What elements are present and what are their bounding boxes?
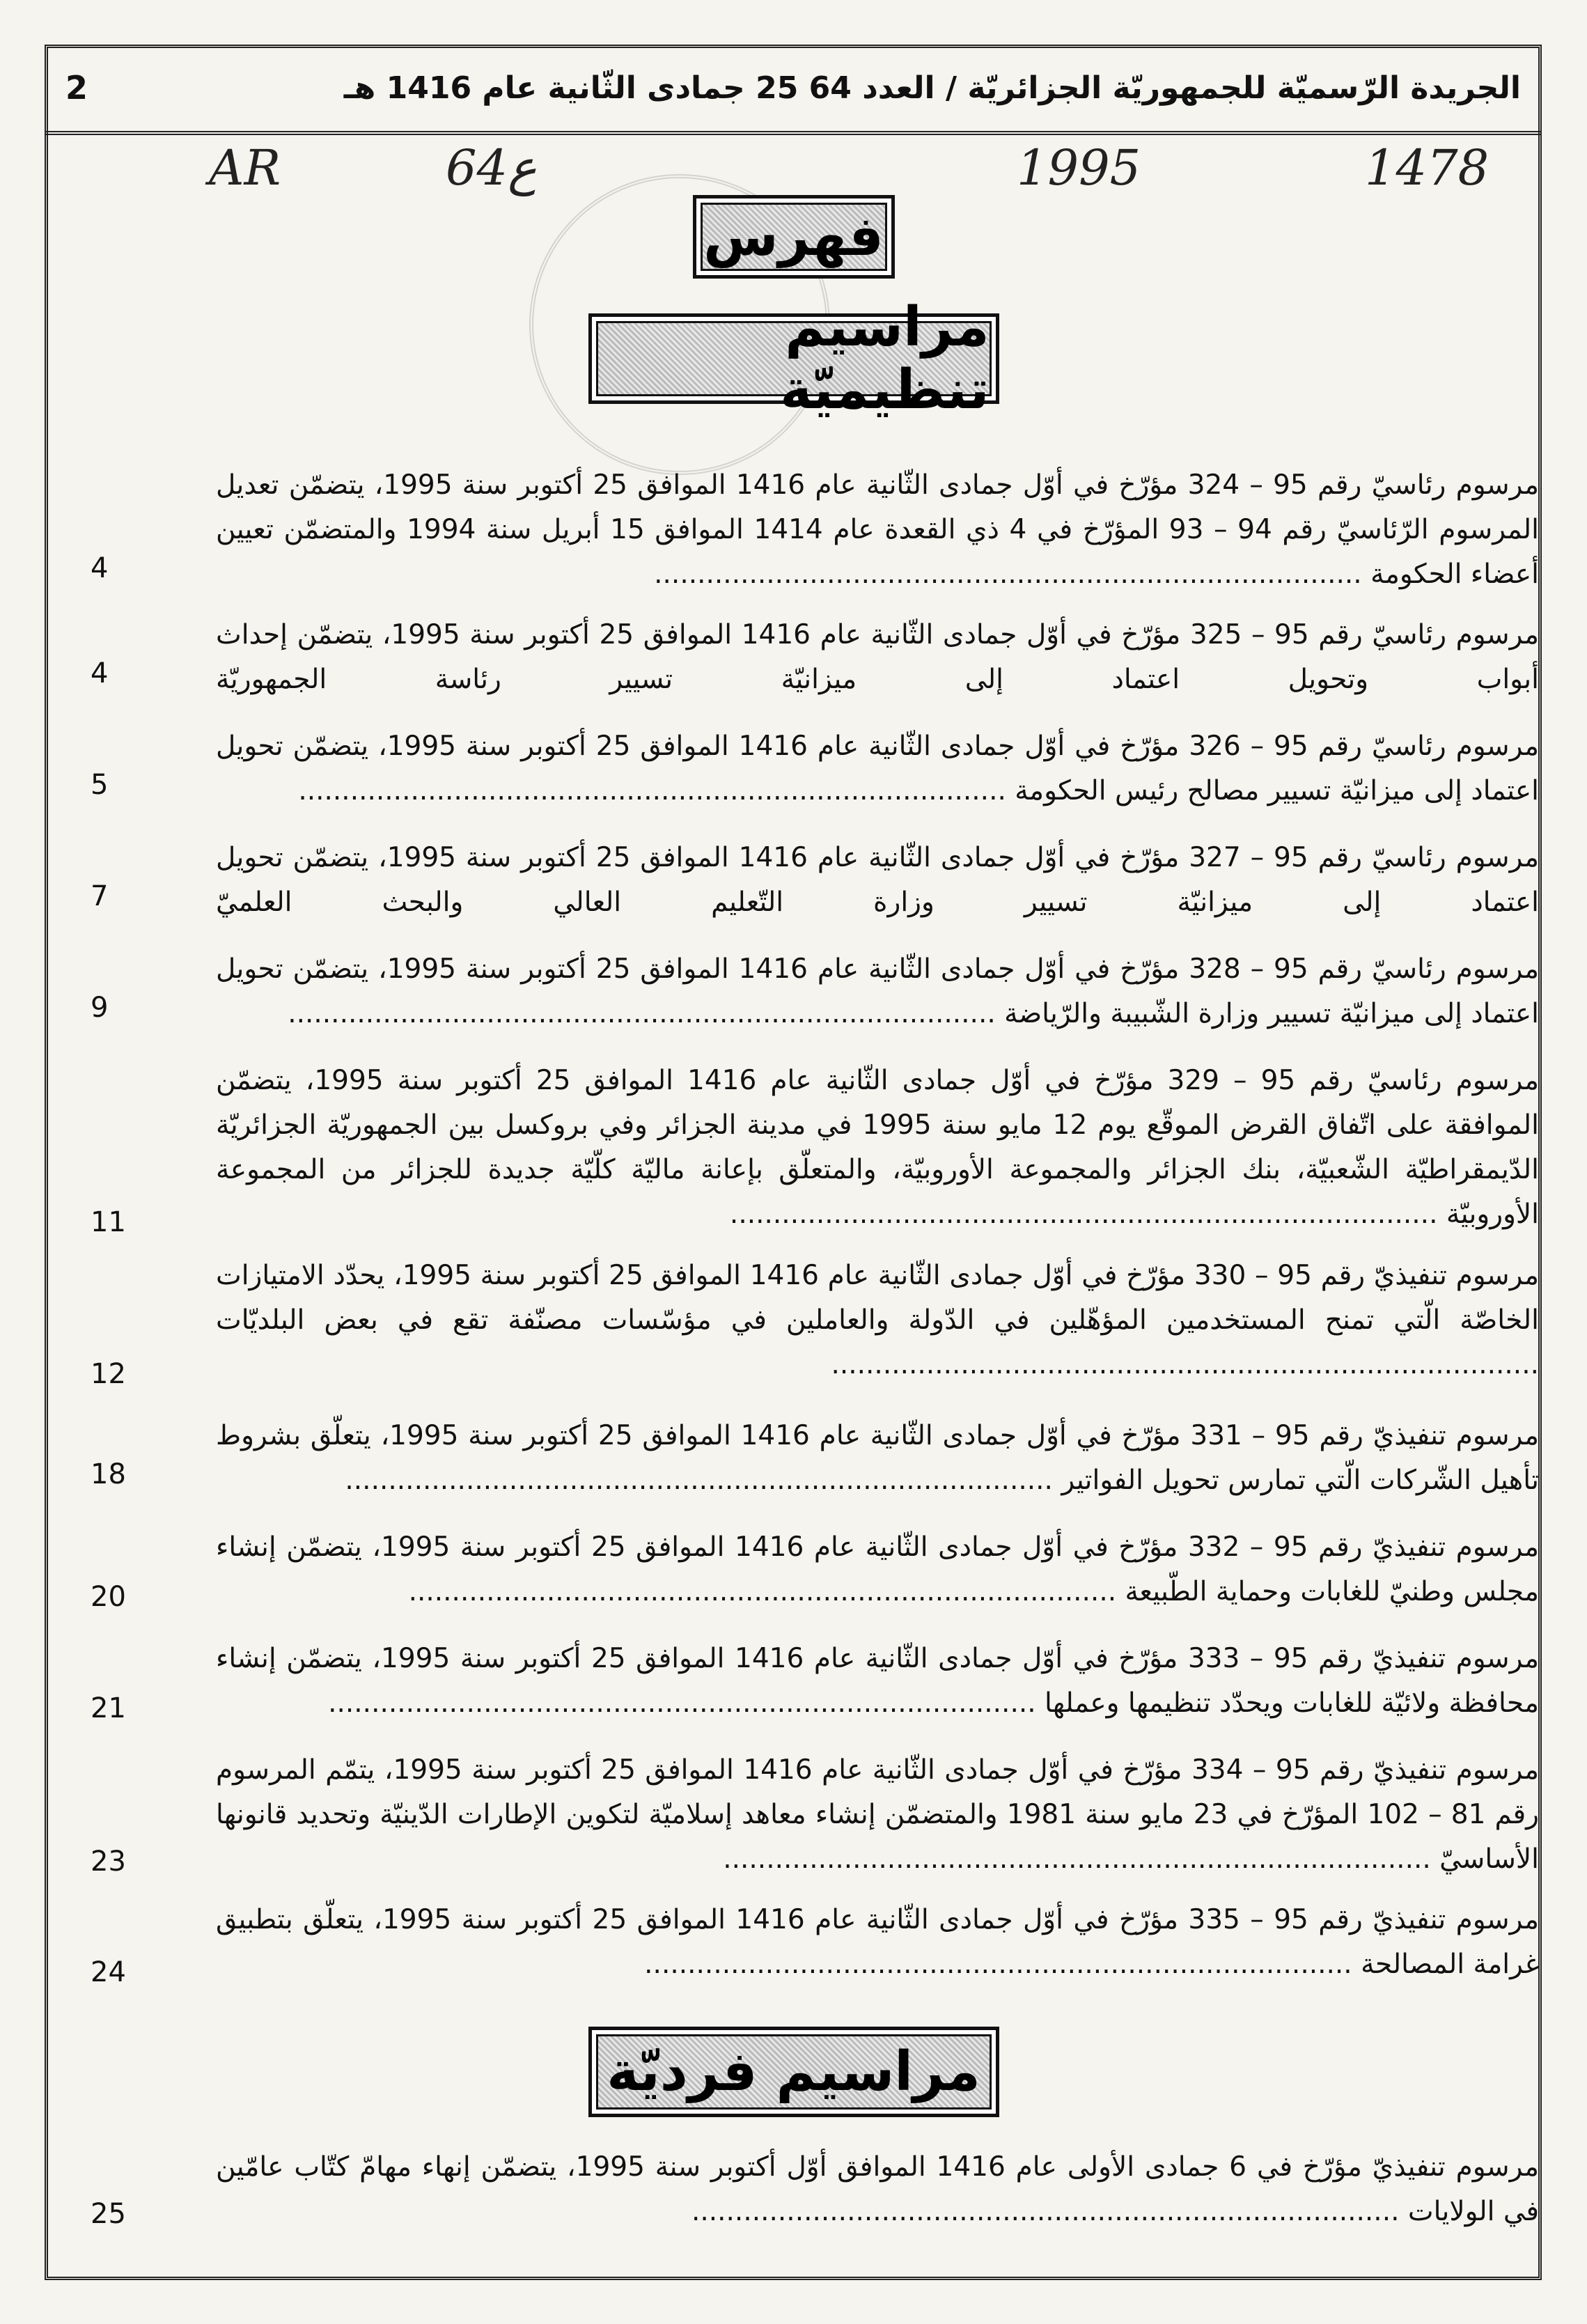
section-index-label: فهرس [701,203,887,271]
toc-entry-text: مرسوم رئاسيّ رقم 95 – 329 مؤرّخ في أوّل جمادى الثّانية عام 1416 الموافق 25 أكتوبر سنة 1995، يتضمّن الموافقة على اتّفاق القرض الموقّع يوم 12 مايو سنة 1995 في مدينة الجزائر وفي بروكسل بين الجمهوريّة الجزائريّة الدّيمقراطيّة الشّعبيّة، بنك الجزائر والمجموعة الأوروبيّة، والمتعلّق بإعانة ماليّة كلّيّة جديدة للجزائر من المجموعة الأوروبيّة ..... [216,1059,1539,1237]
toc-entry-page: 9 [91,992,109,1024]
toc-entry-text: مرسوم رئاسيّ رقم 95 – 327 مؤرّخ في أوّل جمادى الثّانية عام 1416 الموافق 25 أكتوبر سنة 1995، يتضمّن تحويل اعتماد إلى ميزانيّة تسيير وزارة التّعليم العالي والبحث العلميّ ..... [216,836,1539,925]
section-regulatory-label: مراسيم تنظيميّة [596,321,992,396]
toc-entry-text: مرسوم تنفيذيّ مؤرّخ في 6 جمادى الأولى عام 1416 الموافق أوّل أكتوبر سنة 1995، يتضمّن إنهاء مهامّ كتّاب عامّين في الولايات ..... [216,2145,1539,2234]
toc-entry-text: مرسوم تنفيذيّ رقم 95 – 333 مؤرّخ في أوّل جمادى الثّانية عام 1416 الموافق 25 أكتوبر سنة 1995، يتضمّن إنشاء محافظة ولائيّة للغابات ويحدّد تنظيمها وعملها ..... [216,1637,1539,1726]
toc-entry-page: 7 [91,880,109,912]
toc-entry-text: مرسوم تنفيذيّ رقم 95 – 332 مؤرّخ في أوّل جمادى الثّانية عام 1416 الموافق 25 أكتوبر سنة 1995، يتضمّن إنشاء مجلس وطنيّ للغابات وحماية الطّبيعة ..... [216,1525,1539,1614]
handwritten-note-issue: 64ع [446,139,537,196]
toc-entry-text: مرسوم تنفيذيّ رقم 95 – 335 مؤرّخ في أوّل جمادى الثّانية عام 1416 الموافق 25 أكتوبر سنة 1995، يتعلّق بتطبيق غرامة المصالحة ..... [216,1898,1539,1987]
toc-entry-page: 18 [91,1458,126,1490]
toc-entry-text: مرسوم رئاسيّ رقم 95 – 325 مؤرّخ في أوّل جمادى الثّانية عام 1416 الموافق 25 أكتوبر سنة 1995، يتضمّن إحداث أبواب وتحويل اعتماد إلى ميزانيّة تسيير رئاسة الجمهوريّة ..... [216,613,1539,702]
toc-entry-text: مرسوم تنفيذيّ رقم 95 – 331 مؤرّخ في أوّل جمادى الثّانية عام 1416 الموافق 25 أكتوبر سنة 1995، يتعلّق بشروط تأهيل الشّركات الّتي تمارس تحويل الفواتير ..... [216,1414,1539,1503]
toc-entry-page: 24 [91,1956,126,1988]
handwritten-note-year: 1995 [1017,139,1141,196]
section-individual-label: مراسيم فرديّة [596,2034,992,2109]
page-header [45,45,1542,135]
toc-entry-text: مرسوم تنفيذيّ رقم 95 – 334 مؤرّخ في أوّل جمادى الثّانية عام 1416 الموافق 25 أكتوبر سنة 1995، يتمّم المرسوم رقم 81 – 102 المؤرّخ في 23 مايو سنة 1981 والمتضمّن إنشاء معاهد إسلاميّة لتكوين الإطارات الدّينيّة وتحديد قانونها الأساسيّ ..... [216,1748,1539,1882]
page-number: 2 [65,69,88,107]
toc-entry-page: 5 [91,769,109,801]
toc-entry-page: 11 [91,1206,126,1238]
section-index [693,195,895,279]
handwritten-note-number: 1478 [1365,139,1490,196]
toc-entry-text: مرسوم رئاسيّ رقم 95 – 326 مؤرّخ في أوّل جمادى الثّانية عام 1416 الموافق 25 أكتوبر سنة 1995، يتضمّن تحويل اعتماد إلى ميزانيّة تسيير مصالح رئيس الحكومة ..... [216,724,1539,813]
toc-entry-text: مرسوم تنفيذيّ رقم 95 – 330 مؤرّخ في أوّل جمادى الثّانية عام 1416 الموافق 25 أكتوبر سنة 1995، يحدّد الامتيازات الخاصّة الّتي تمنح المستخدمين المؤهّلين في الدّولة والعاملين في مؤسّسات مصنّفة تقع في بعض البلديّات ..... [216,1254,1539,1387]
section-individual [588,2027,999,2117]
toc-entry-page: 4 [91,657,109,689]
handwritten-note-ar: AR [209,139,281,196]
toc-entry-page: 12 [91,1358,126,1390]
toc-entry-text: مرسوم رئاسيّ رقم 95 – 324 مؤرّخ في أوّل جمادى الثّانية عام 1416 الموافق 25 أكتوبر سنة 1995، يتضمّن تعديل المرسوم الرّئاسيّ رقم 94 – 93 المؤرّخ في 4 ذي القعدة عام 1414 الموافق 15 أبريل سنة 1994 والمتضمّن تعيين أعضاء الحكومة ..... [216,463,1539,597]
toc-entry-page: 20 [91,1581,126,1613]
toc-entry-text: مرسوم رئاسيّ رقم 95 – 328 مؤرّخ في أوّل جمادى الثّانية عام 1416 الموافق 25 أكتوبر سنة 1995، يتضمّن تحويل اعتماد إلى ميزانيّة تسيير وزارة الشّبيبة والرّياضة ..... [216,947,1539,1036]
section-regulatory [588,296,999,421]
toc-entry-page: 21 [91,1692,126,1724]
toc-entry-page: 4 [91,552,109,584]
toc-entry-page: 23 [91,1846,126,1878]
toc-entry-page: 25 [91,2198,126,2230]
header-title: الجريدة الرّسميّة للجمهوريّة الجزائريّة / العدد 64 25 جمادى الثّانية عام 1416 هـ [343,70,1521,106]
